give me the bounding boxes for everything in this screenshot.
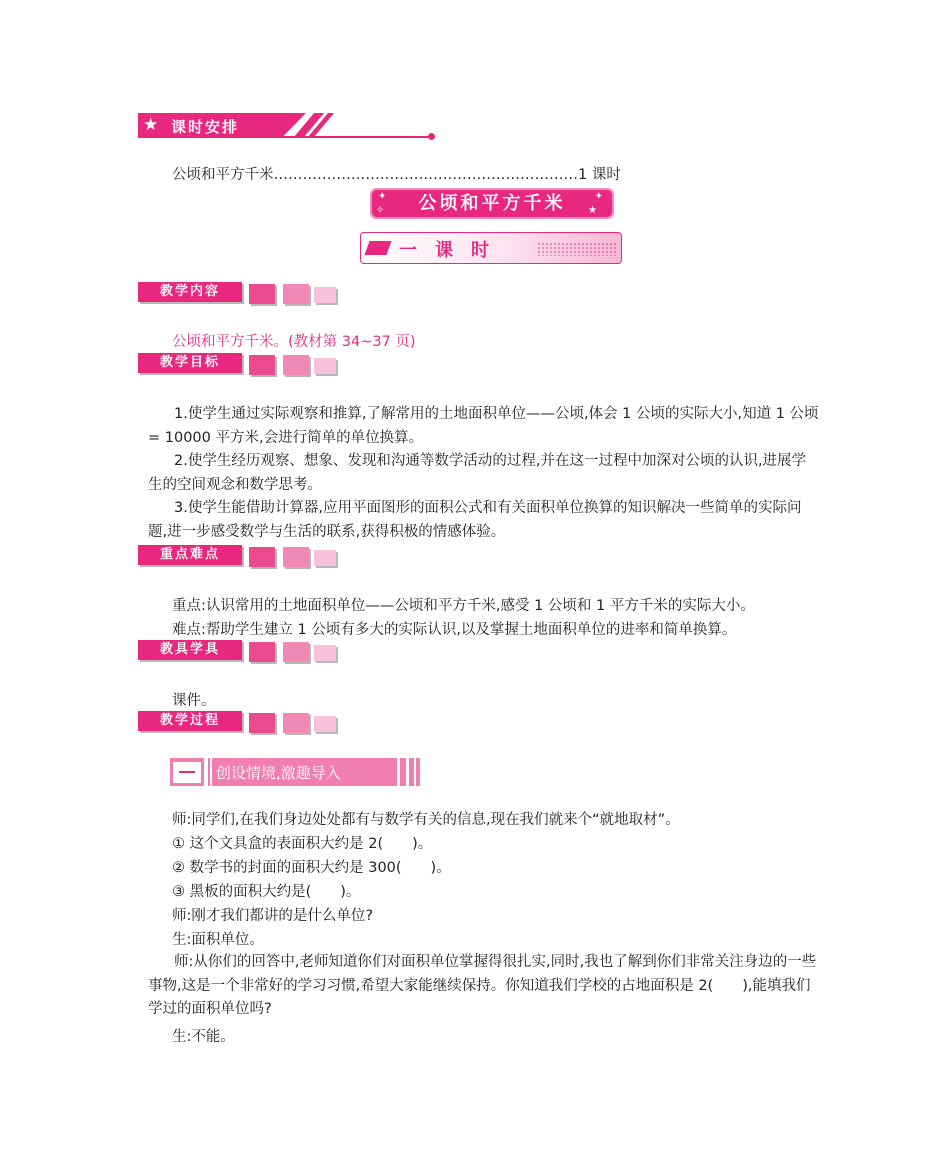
decor-square <box>249 642 275 662</box>
decor-square <box>249 284 275 304</box>
dialogue-line: ② 数学书的封面的面积大约是 300( )。 <box>172 860 451 876</box>
content-text: 公顷和平方千米。(教材第 34~37 页) <box>172 334 416 350</box>
key-point: 重点:认识常用的土地面积单位——公顷和平方千米,感受 1 公顷和 1 平方千米的实际大小。 <box>172 598 755 614</box>
dialogue-paragraph: 师:从你们的回答中,老师知道你们对面积单位掌握得很扎实,同时,我也了解到你们非常关注身边的一些事物,这是一个非常好的学习习惯,希望大家能继续保持。你知道我们学校的占地面积是 2( ),能填我们学过的面积单位吗? <box>148 954 817 1017</box>
step-separator <box>414 758 416 786</box>
decor-square <box>283 713 309 733</box>
divider-dot <box>428 133 435 140</box>
star-icon: ★ <box>143 115 159 135</box>
step-separator <box>204 758 208 786</box>
decor-square <box>314 645 336 661</box>
step-bar <box>170 758 420 786</box>
section-header-key-points <box>138 545 342 571</box>
goal-item: 2.使学生经历观察、想象、发现和沟通等数学活动的过程,并在这一过程中加深对公顷的认识,进展学生的空间观念和数学思考。 <box>148 453 807 493</box>
difficulty-point: 难点:帮助学生建立 1 公顷有多大的实际认识,以及掌握土地面积单位的进率和简单换算。 <box>172 622 737 638</box>
goal-item: 3.使学生能借助计算器,应用平面图形的面积公式和有关面积单位换算的知识解决一些简单的实际问题,进一步感受数学与生活的联系,获得积极的情感体验。 <box>148 500 802 540</box>
section-label: 重点难点 <box>138 545 242 565</box>
section-label: 教学目标 <box>138 353 242 373</box>
sparkle-icon: ✦ <box>594 191 606 202</box>
dialogue-line: ③ 黑板的面积大约是( )。 <box>172 884 361 900</box>
step-number-glyph <box>179 771 195 773</box>
section-label: 教学内容 <box>138 282 242 302</box>
decor-square <box>314 358 336 374</box>
sparkle-icon: ✦ <box>378 191 390 202</box>
section-header-process <box>138 711 342 737</box>
section-header-tools <box>138 640 342 666</box>
section-header-content <box>138 282 342 308</box>
lesson-title: 公顷和平方千米 <box>418 193 566 214</box>
lesson-title-banner <box>370 188 614 219</box>
dialogue-line: ① 这个文具盒的表面积大约是 2( )。 <box>172 836 433 852</box>
step-separator <box>397 758 400 786</box>
decor-square <box>314 716 336 732</box>
decor-square <box>283 355 309 375</box>
sparkle-icon: ★ <box>588 205 600 216</box>
sparkle-icon: ✧ <box>376 205 388 216</box>
period-pattern <box>537 242 617 256</box>
schedule-header <box>138 113 434 141</box>
divider <box>138 136 430 138</box>
decor-square <box>249 547 275 567</box>
step-title: 创设情境,激趣导入 <box>216 764 341 782</box>
dialogue-line: 师:刚才我们都讲的是什么单位? <box>172 908 374 924</box>
period-label: 一课时 <box>399 240 507 261</box>
period-banner <box>360 232 622 264</box>
schedule-title: 课时安排 <box>171 118 240 136</box>
schedule-entry: 公顷和平方千米………………………………………………………1 课时 <box>172 167 621 183</box>
tools-text: 课件。 <box>172 693 216 709</box>
goal-item: 1.使学生通过实际观察和推算,了解常用的土地面积单位——公顷,体会 1 公顷的实际大小,知道 1 公顷 = 10000 平方米,会进行简单的单位换算。 <box>148 406 819 446</box>
step-separator <box>406 758 409 786</box>
decor-square <box>314 287 336 303</box>
decor-square <box>314 550 336 566</box>
period-tag <box>364 241 391 255</box>
dialogue-line: 生:面积单位。 <box>172 932 264 948</box>
decor-square <box>283 547 309 567</box>
dialogue-line: 师:同学们,在我们身边处处都有与数学有关的信息,现在我们就来个“就地取材”。 <box>172 812 680 828</box>
step-number <box>173 762 201 783</box>
decor-square <box>249 355 275 375</box>
section-label: 教学过程 <box>138 711 242 731</box>
dialogue-line: 生:不能。 <box>172 1029 235 1045</box>
decor-square <box>249 713 275 733</box>
step-separator <box>210 758 212 786</box>
decor-square <box>283 642 309 662</box>
section-header-goals <box>138 353 342 379</box>
section-label: 教具学具 <box>138 640 242 660</box>
decor-square <box>283 284 309 304</box>
